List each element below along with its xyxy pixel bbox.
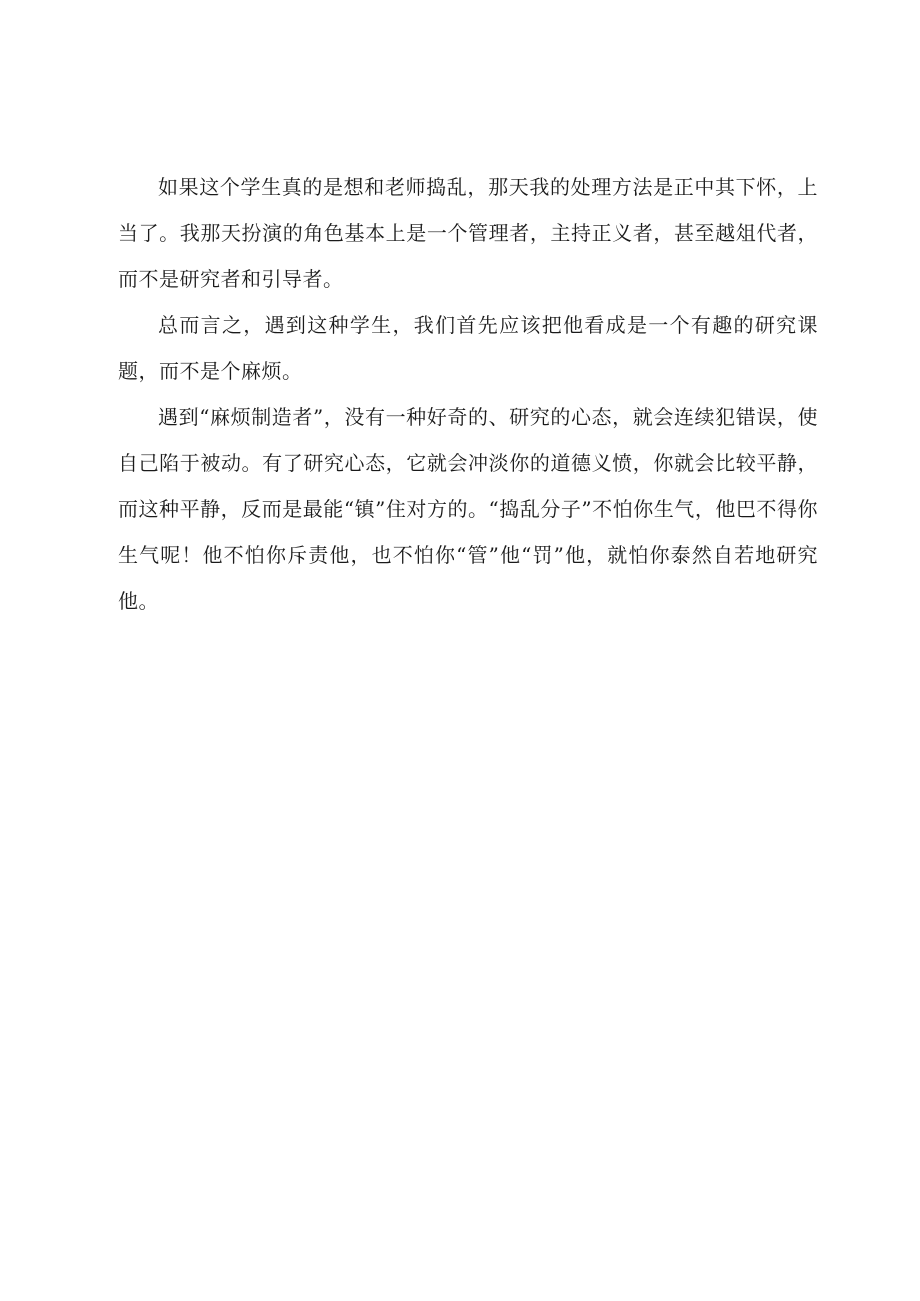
- paragraph-3: 遇到“麻烦制造者”，没有一种好奇的、研究的心态，就会连续犯错误，使自己陷于被动。有了研究心态，它就会冲淡你的道德义愤，你就会比较平静，而这种平静，反而是最能“镇”住对方的。“捣乱分子”不怕你生气，他巴不得你生气呢！他不怕你斥责他，也不怕你“管”他“罚”他，就怕你泰然自若地研究他。: [118, 405, 818, 613]
- paragraph-2: 总而言之，遇到这种学生，我们首先应该把他看成是一个有趣的研究课题，而不是个麻烦。: [118, 313, 818, 383]
- document-body: [118, 164, 818, 624]
- paragraph-1: 如果这个学生真的是想和老师捣乱，那天我的处理方法是正中其下怀，上当了。我那天扮演的角色基本上是一个管理者，主持正义者，甚至越俎代者，而不是研究者和引导者。: [118, 175, 818, 291]
